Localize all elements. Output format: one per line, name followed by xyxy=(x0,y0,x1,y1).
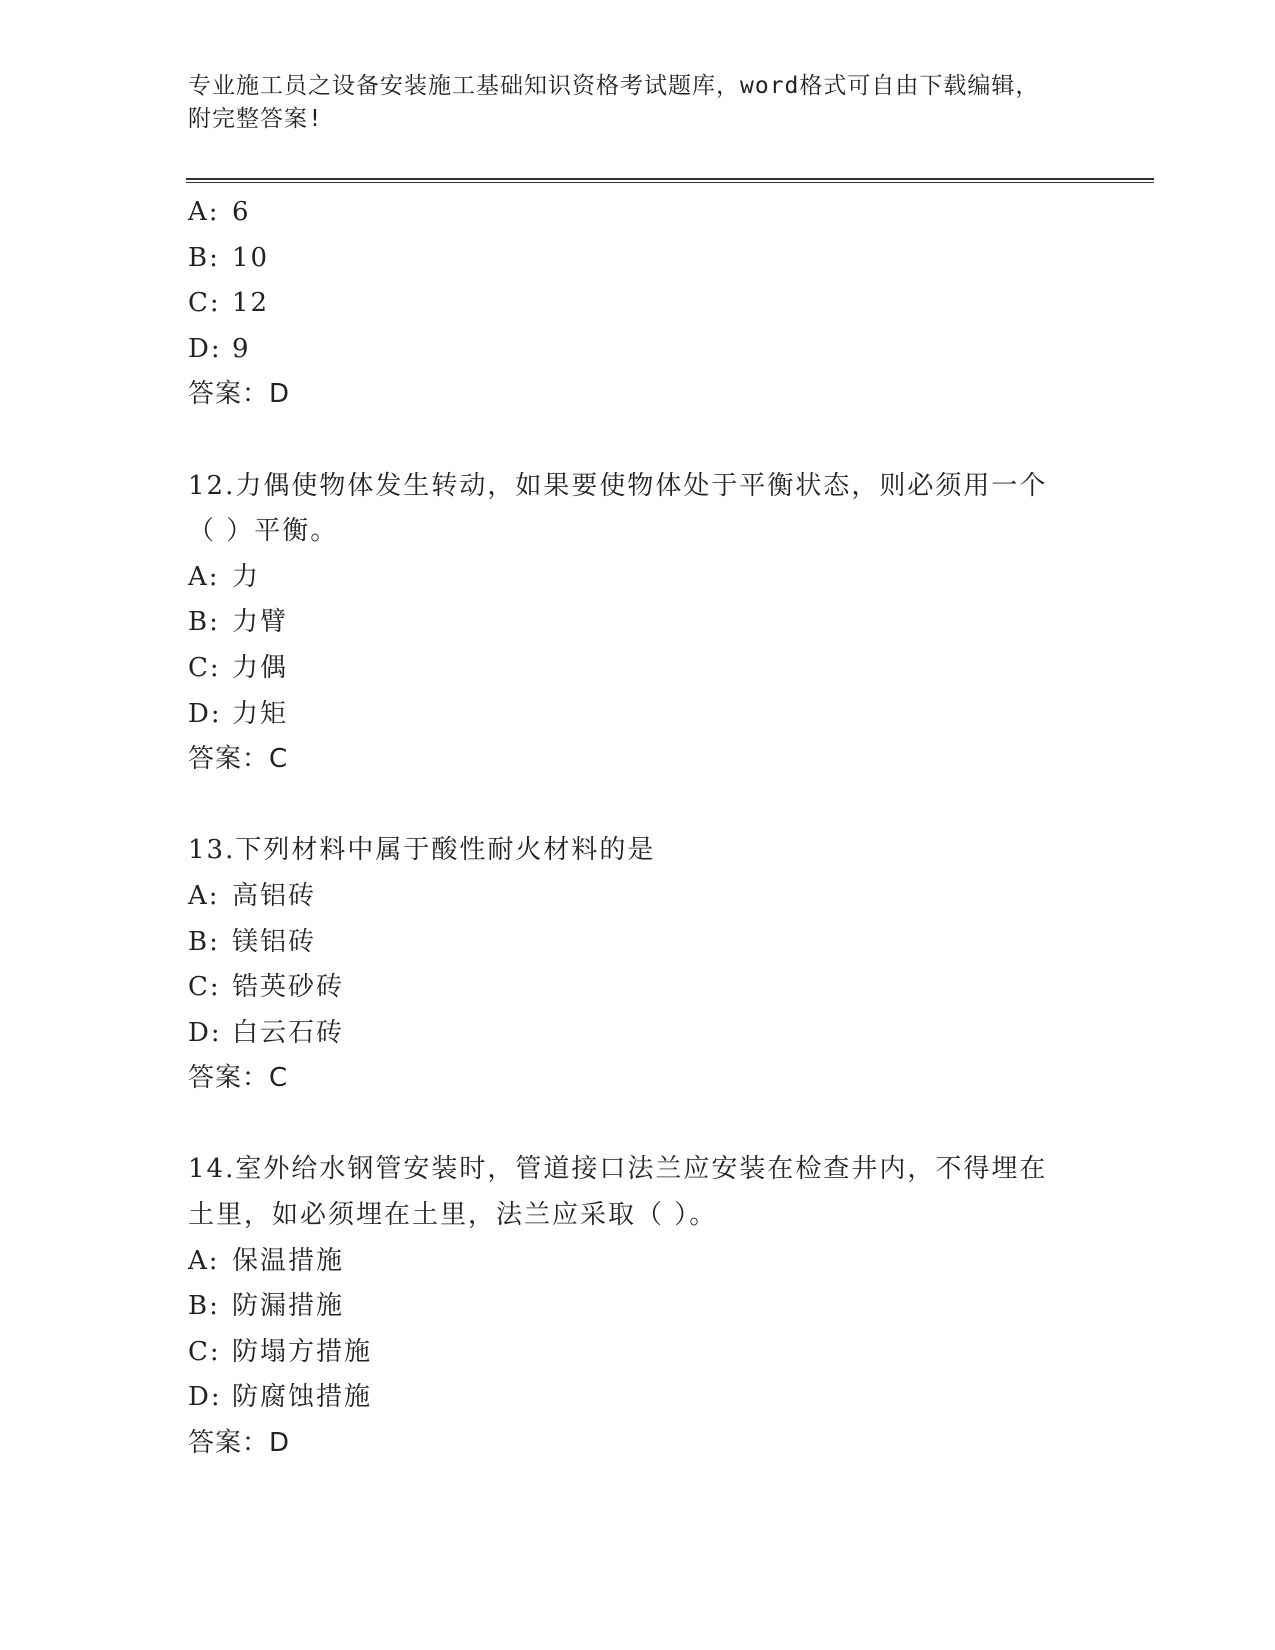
option-c: C: 12 xyxy=(188,288,270,319)
option-b: B: 力臂 xyxy=(188,607,289,638)
option-a: A: 力 xyxy=(188,561,261,592)
option-c: C: 锆英砂砖 xyxy=(188,972,345,1003)
spacer xyxy=(188,783,1088,829)
option-b: B: 防漏措施 xyxy=(188,1291,345,1322)
document-header xyxy=(188,70,1088,136)
question-11 xyxy=(188,190,1088,418)
question-stem: 土里，如必须埋在土里，法兰应采取（ ）。 xyxy=(188,1200,718,1231)
option-b: B: 10 xyxy=(188,242,270,273)
option-a: A: 保温措施 xyxy=(188,1245,345,1276)
option-a: A: 6 xyxy=(188,197,251,227)
spacer xyxy=(188,1102,1088,1148)
header-line-2: 附完整答案! xyxy=(188,106,323,132)
question-stem: 13.下列材料中属于酸性耐火材料的是 xyxy=(188,835,656,866)
option-d: D: 力矩 xyxy=(188,698,289,729)
question-12 xyxy=(188,464,1088,783)
option-d: D: 9 xyxy=(188,333,251,364)
question-stem: 14.室外给水钢管安装时，管道接口法兰应安装在检查井内，不得埋在 xyxy=(188,1154,1048,1185)
answer: 答案：D xyxy=(188,1428,291,1459)
question-stem: 12.力偶使物体发生转动，如果要使物体处于平衡状态，则必须用一个 xyxy=(188,470,1048,501)
question-list xyxy=(188,190,1088,1467)
answer: 答案：C xyxy=(188,744,289,775)
answer: 答案：D xyxy=(188,379,291,410)
option-b: B: 镁铝砖 xyxy=(188,926,317,957)
option-d: D: 白云石砖 xyxy=(188,1017,345,1048)
option-a: A: 高铝砖 xyxy=(188,880,317,911)
question-stem: （ ）平衡。 xyxy=(188,516,339,547)
answer: 答案：C xyxy=(188,1063,289,1094)
question-13 xyxy=(188,828,1088,1102)
header-divider xyxy=(186,178,1154,183)
option-c: C: 防塌方措施 xyxy=(188,1336,373,1367)
option-c: C: 力偶 xyxy=(188,652,289,683)
header-line-1: 专业施工员之设备安装施工基础知识资格考试题库，word格式可自由下载编辑， xyxy=(188,73,1040,99)
option-d: D: 防腐蚀措施 xyxy=(188,1382,373,1413)
spacer xyxy=(188,418,1088,464)
question-14 xyxy=(188,1147,1088,1466)
